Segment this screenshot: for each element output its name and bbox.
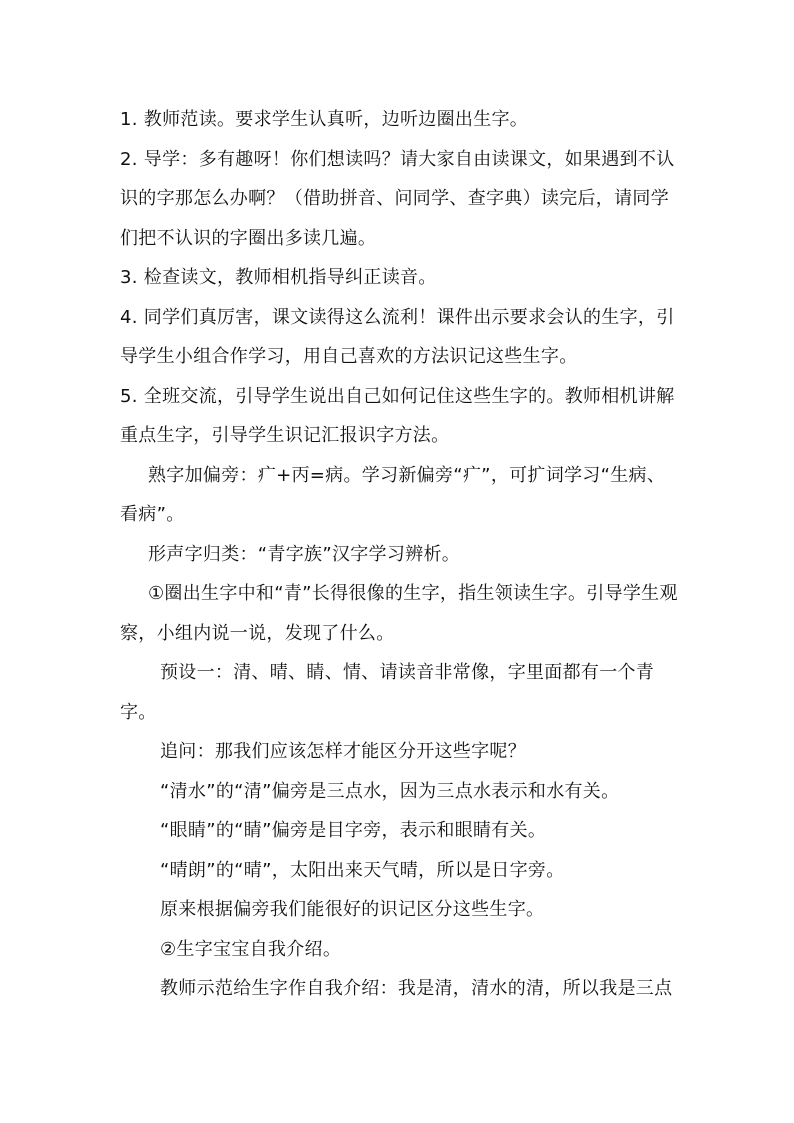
paragraph-teacher-demo: 教师示范给生字作自我介绍：我是清，清水的清，所以我是三点 bbox=[160, 978, 673, 999]
paragraph-qing-water: “清水”的“清”偏旁是三点水，因为三点水表示和水有关。 bbox=[160, 780, 620, 802]
paragraph-radical-summary: 原来根据偏旁我们能很好的识记区分这些生字。 bbox=[160, 899, 545, 920]
paragraph-step-1: 1. 教师范读。要求学生认真听，边听边圈出生字。 bbox=[120, 109, 529, 130]
document-body bbox=[120, 100, 680, 1009]
paragraph-familiar-radical: 熟字加偏旁：疒+丙=病。学习新偏旁“疒”，可扩词学习“生病、看病”。 bbox=[120, 464, 666, 525]
paragraph-circle-characters: ①圈出生字中和“青”长得很像的生字，指生领读生字。引导学生观察，小组内说一说，发现了什么。 bbox=[120, 583, 678, 644]
paragraph-step-3: 3. 检查读文，教师相机指导纠正读音。 bbox=[120, 267, 437, 288]
paragraph-sun-radical: “晴朗”的“晴”，太阳出来天气晴，所以是日字旁。 bbox=[160, 859, 565, 881]
paragraph-phonetic-grouping: 形声字归类：“青字族”汉字学习辨析。 bbox=[148, 543, 461, 565]
paragraph-eye-radical: “眼睛”的“睛”偏旁是目字旁，表示和眼睛有关。 bbox=[160, 820, 547, 841]
paragraph-step-2: 2. 导学：多有趣呀！你们想读吗？请大家自由读课文，如果遇到不认识的字那怎么办啊？（借助拼音、问同学、查字典）读完后，请同学们把不认识的字圈出多读几遍。 bbox=[120, 148, 675, 249]
paragraph-self-introduction: ②生字宝宝自我介绍。 bbox=[160, 938, 342, 960]
paragraph-preset-one: 预设一：清、晴、睛、情、请读音非常像，字里面都有一个青字。 bbox=[120, 662, 655, 723]
paragraph-follow-up-question: 追问：那我们应该怎样才能区分开这些字呢？ bbox=[160, 741, 526, 762]
paragraph-step-5: 5. 全班交流，引导学生说出自己如何记住这些生字的。教师相机讲解重点生字，引导学生识记汇报识字方法。 bbox=[120, 385, 675, 446]
paragraph-step-4: 4. 同学们真厉害，课文读得这么流利！课件出示要求会认的生字，引导学生小组合作学习，用自己喜欢的方法识记这些生字。 bbox=[120, 306, 675, 367]
